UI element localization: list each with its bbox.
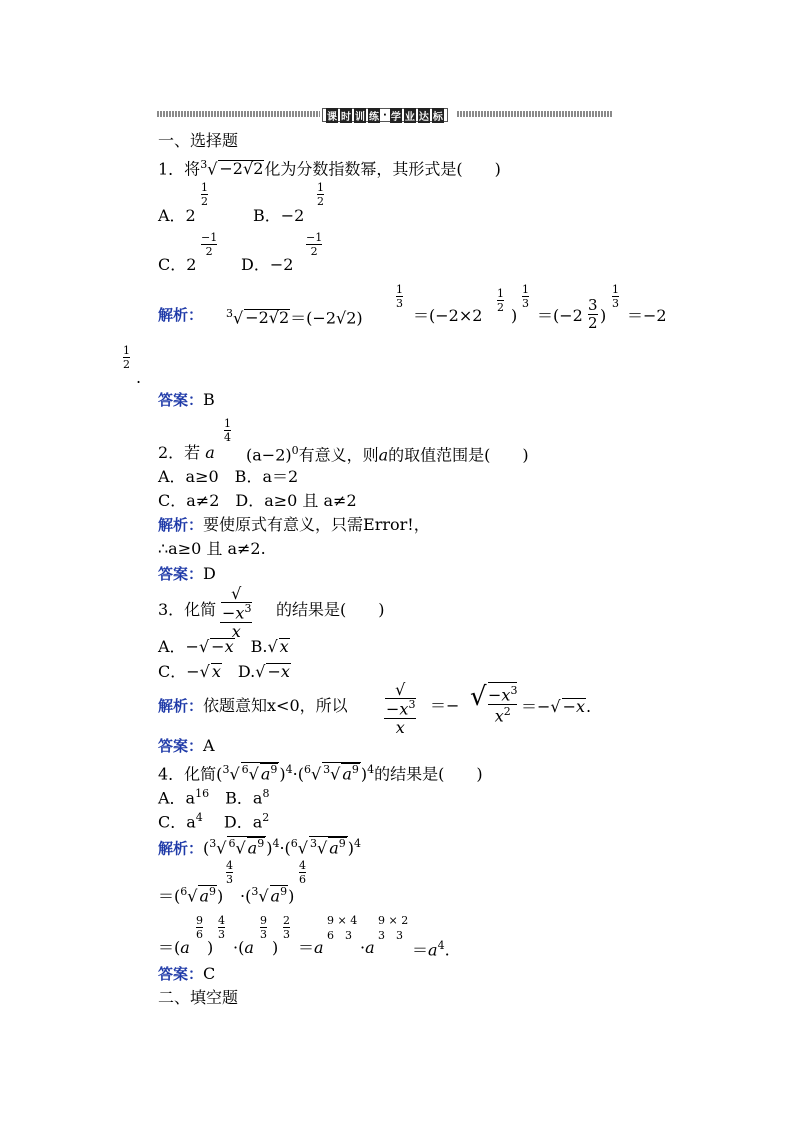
q1-option-b: B．−2	[253, 206, 305, 225]
q3-stem-tail: 的结果是( )	[276, 600, 385, 619]
q2-answer: 答案：D	[158, 564, 216, 583]
q1-b-exp: 1 2	[317, 181, 324, 208]
q1-d-exp: −1 2	[306, 231, 323, 258]
q3-options-ab: A．−√ −x B.√ x	[158, 637, 289, 656]
q1-c-exp: −1 2	[201, 231, 218, 258]
q1-analysis-label: 解析：	[158, 306, 204, 324]
question-4-stem: 4．化简($^3$√ $^6$√ $a^9$ )$^4$·($^6$√ $^3$√ $a^9$ )$^4$的结果是( )	[158, 763, 483, 784]
q1-answer: 答案：B	[158, 390, 215, 409]
banner-stripe-right	[457, 111, 612, 117]
q1-exp-third: 1 3	[396, 283, 403, 310]
q4-step-3e: ＝a	[298, 938, 324, 957]
q1-exp-third2: 1 3	[522, 283, 529, 310]
q4-exp-product: 9 × 4	[327, 914, 358, 927]
q1-option-d: D．−2	[241, 255, 294, 274]
q4-exp-43b: 4 3	[218, 914, 225, 941]
q4-step-3c: ·(a	[233, 938, 254, 957]
header-banner	[157, 108, 612, 123]
q1-option-c: C．2	[158, 255, 197, 274]
q4-exp-46: 4 6	[299, 859, 306, 886]
question-2-stem: 2．若 a	[158, 443, 215, 462]
q4-exp-product2-d: 3 3	[378, 929, 403, 942]
banner-label	[322, 108, 448, 122]
q2-analysis-2: ∴a≥0 且 a≠2.	[158, 539, 266, 558]
q1-analysis-math6: ＝−2	[627, 306, 667, 325]
q4-analysis: 解析：($^3$√ $^6$√ $a^9$ )$^4$·($^6$√ $^3$√ $a^9$ )$^4$	[158, 837, 361, 858]
q4-options-ab: A．$a^{16}$ B．$a^8$	[158, 787, 270, 808]
banner-char: 标	[432, 108, 444, 123]
q1-frac-32: 3 2	[588, 296, 598, 332]
q2-analysis: 解析：要使原式有意义，只需Error!，	[158, 515, 430, 534]
q1-analysis-math4: ＝(−2	[537, 306, 583, 325]
question-3-stem: 3．化简	[158, 600, 217, 619]
q1-a-exp: 1 2	[201, 181, 208, 208]
q4-exp-93: 9 3	[260, 914, 267, 941]
q1-analysis-math5: )	[600, 306, 607, 325]
q1-analysis-math2: ＝(−2×2	[413, 306, 483, 325]
q2-exp: 1 4	[224, 417, 231, 444]
q1-tail: 化为分数指数幂，其形式是( )	[264, 159, 501, 179]
q1-num: 1．将	[158, 159, 201, 179]
section-title-choice: 一、选择题	[158, 131, 239, 150]
q3-analysis-frac: √ $-x^3$ x	[386, 680, 416, 738]
q3-analysis-tail: ＝−√ −x.	[521, 697, 592, 716]
q1-option-a: A．2	[158, 206, 196, 225]
q3-analysis: 解析：依题意知x<0，所以	[158, 696, 348, 715]
q4-step-3f: ·a	[360, 938, 375, 957]
radical-sign: √	[207, 159, 218, 179]
banner-char: 课	[326, 108, 338, 123]
question-1-stem: 1．将$^3$√ −2√2化为分数指数幂，其形式是( )	[158, 158, 501, 179]
q2-options-cd: C．a≠2 D．a≥0 且 a≠2	[158, 491, 357, 510]
q4-step-3g: $=a^4$.	[412, 939, 450, 960]
q3-analysis-eq: ＝−	[430, 696, 460, 715]
q4-exp-96: 9 6	[196, 914, 203, 941]
q4-step-3b: )	[207, 938, 214, 957]
q2-stem-2: $(a-2)^0$有意义，则a的取值范围是( )	[246, 444, 529, 465]
q1-analysis-math3: )	[511, 306, 518, 325]
banner-char: 时	[340, 108, 352, 123]
q2-options-ab: A．a≥0 B．a＝2	[158, 467, 299, 486]
q1-exp-half: 1 2	[497, 287, 504, 314]
banner-char: ·	[383, 109, 387, 121]
banner-char: 达	[418, 108, 430, 123]
q1-analysis-math: $^3$√ −2√2＝(−2√2)	[226, 307, 363, 328]
q4-answer: 答案：C	[158, 964, 216, 983]
q4-step-3: ＝(a	[158, 938, 190, 957]
q4-step-2: ＝($^6$√ $a^9$)	[158, 885, 224, 906]
q3-fraction: √ $-x^3$ x	[222, 584, 252, 642]
q1-radicand: −2	[219, 159, 243, 179]
section-title-fill: 二、填空题	[158, 988, 239, 1007]
q4-options-cd: C．$a^4$ D．$a^2$	[158, 811, 270, 832]
q4-step-2b: ·($^3$√ $a^9$)	[240, 885, 295, 906]
q1-final-dot: .	[136, 368, 142, 387]
banner-char: 学	[390, 108, 402, 123]
banner-char: 训	[354, 108, 366, 123]
banner-char: 业	[404, 108, 416, 123]
q3-answer: 答案：A	[158, 736, 215, 755]
q1-exp-third3: 1 3	[612, 283, 619, 310]
q4-exp-product-d: 6 3	[327, 929, 352, 942]
q3-big-radical: √	[470, 682, 487, 712]
q4-exp-23: 2 3	[283, 914, 290, 941]
q1-final-exp: 1 2	[123, 344, 130, 371]
q4-exp-43: 4 3	[226, 859, 233, 886]
q4-step-3d: )	[272, 938, 279, 957]
banner-stripe-left	[157, 111, 320, 117]
q4-exp-product2: 9 × 2	[378, 914, 409, 927]
banner-char: 练	[368, 108, 380, 123]
q3-analysis-frac2: $-x^3$ $x^2$	[488, 684, 518, 726]
q1-radicand2: 2	[253, 159, 264, 179]
q3-options-cd: C．−√ x D.√ −x	[158, 662, 290, 681]
